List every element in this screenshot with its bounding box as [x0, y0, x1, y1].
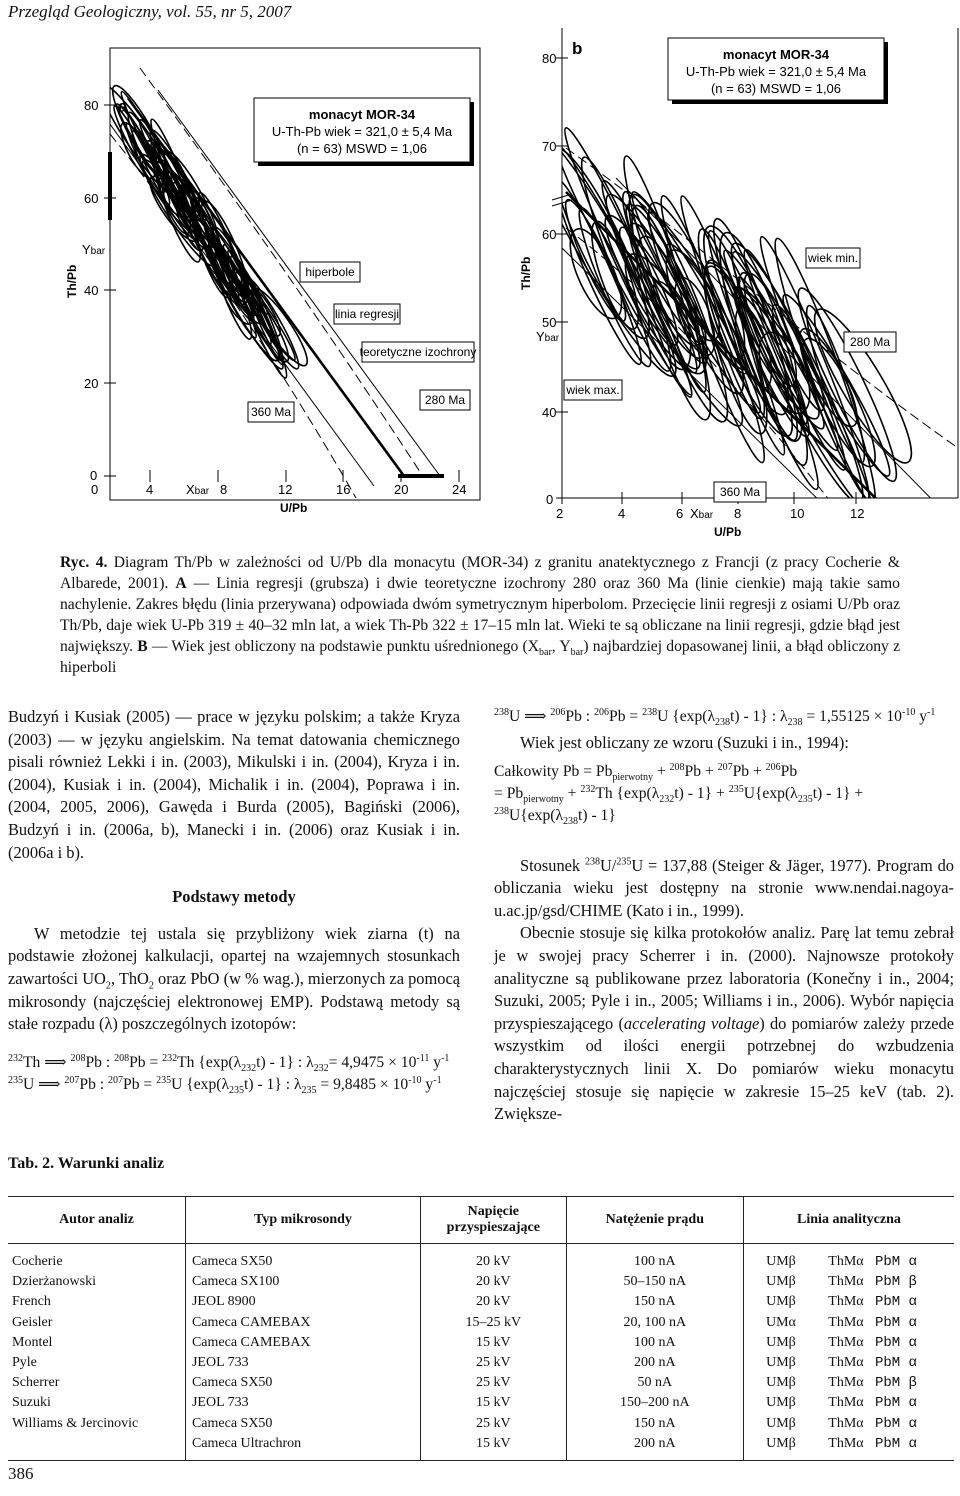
a-xtick-16: 16 — [336, 482, 351, 497]
pb-line-2: PbM α — [874, 1294, 917, 1311]
probe-9: Cameca Ultrachron — [191, 1435, 302, 1451]
b-label-360: 360 Ma — [719, 485, 761, 499]
probe-8: Cameca SX50 — [191, 1415, 273, 1431]
b-label-wiek-max: wiek max. — [566, 383, 620, 397]
voltage-6: 25 kV — [476, 1375, 511, 1391]
section-heading: Podstawy metody — [172, 887, 296, 907]
b-ybar: Ybar — [536, 329, 560, 344]
svg-text:(n = 63) MSWD = 1,06: (n = 63) MSWD = 1,06 — [296, 141, 428, 156]
author-4: Montel — [12, 1334, 53, 1350]
svg-text:(n = 63) MSWD = 1,06: (n = 63) MSWD = 1,06 — [710, 81, 842, 96]
probes-column — [185, 1244, 420, 1461]
b-ytick-60: 60 — [542, 227, 557, 242]
b-xtick-12: 12 — [850, 506, 865, 521]
current-0: 100 nA — [634, 1254, 676, 1269]
b-ylabel: Th/Pb — [519, 256, 533, 290]
voltage-5: 25 kV — [476, 1355, 511, 1371]
u-line-5: UMβ — [766, 1355, 796, 1371]
probe-1: Cameca SX100 — [191, 1274, 280, 1290]
paragraph-method: W metodzie tej ustala się przybliżony wiek ziarna (t) na podstawie złożonej kalkulacji, opartej na wzajemnych stosunkach zawartości $UO_2$, ThO$_2$ oraz PbO (w % wag.), mierzonych za pomocą mikrosondy (najczęściej elektronowej EMP). Podstawą metody są stałe rozpadu (λ) poszczególnych izotopów: — [8, 923, 460, 1034]
b-ytick-80: 80 — [542, 51, 557, 66]
th-line-0: ThMα — [828, 1254, 864, 1269]
author-6: Scherrer — [12, 1375, 60, 1391]
pb-line-5: PbM α — [874, 1355, 917, 1372]
voltage-8: 25 kV — [476, 1415, 511, 1431]
current-5: 200 nA — [634, 1355, 676, 1371]
header-voltage: Napięcie przyspieszające — [420, 1197, 566, 1244]
b-ytick-50: 50 — [542, 315, 557, 330]
a-ylabel: Th/Pb — [65, 264, 79, 298]
equation-u235: $^{235}$U ⟹ $^{207}$Pb : $^{207}$Pb = $^{235}$U $\{\exp(\lambda_{235}t) - 1\}$ : $\lambda_{235} = 9,8485 \times 10^{-10}$ $y^{-1}$ — [8, 1074, 442, 1096]
b-ytick-0: 0 — [546, 492, 554, 507]
author-8: Williams & Jercinovic — [12, 1415, 139, 1431]
current-column — [566, 1244, 743, 1461]
pb-line-8: PbM α — [874, 1415, 917, 1432]
a-ytick-0: 0 — [90, 468, 98, 483]
header-line: Linia analityczna — [743, 1197, 954, 1244]
th-line-5: ThMα — [828, 1355, 864, 1371]
a-label-regression: linia regresji — [334, 307, 400, 321]
table-header-row — [8, 1197, 954, 1244]
probe-3: Cameca CAMEBAX — [191, 1314, 311, 1330]
author-3: Geisler — [12, 1314, 53, 1330]
figure-caption: Ryc. 4. Diagram Th/Pb w zależności od U/Pb dla monacytu (MOR-34) z granitu anatektycznego z Francji (z pracy Cocherie & Albarede, 2001). A — Linia regresji (grubsza) i dwie teoretyczne izochrony 280 oraz 360 Ma (linie cienkie) mają takie samo nachylenie. Zakres błędu (linia przerywana) odpowiada dwóm symetrycznym hiperbolom. Przecięcie linii regresji z osiami U/Pb oraz Th/Pb, daje wiek U-Pb 319 ± 40–32 mln lat, a wiek Th-Pb 322 ± 17–15 mln lat. Wieki te są obliczane na linii regresji, gdzie błąd jest największy. B — Wiek jest obliczony na podstawie punktu uśrednionego ($X_{bar}$, $Y_{bar}$) najbardziej dopasowanej linii, a błąd obliczony z hiperboli — [60, 554, 901, 676]
b-xtick-8: 8 — [734, 506, 742, 521]
current-4: 100 nA — [634, 1334, 676, 1350]
th-line-6: ThMα — [828, 1375, 864, 1391]
lines-column — [743, 1244, 954, 1461]
u-line-0: UMβ — [766, 1254, 796, 1269]
th-line-4: ThMα — [828, 1334, 864, 1350]
current-1: 50–150 nA — [623, 1274, 687, 1290]
a-label-isochrons: teoretyczne izochrony — [359, 345, 477, 359]
figure-panel-b — [486, 28, 960, 546]
a-xtick-8: 8 — [220, 482, 228, 497]
u-line-8: UMβ — [766, 1415, 796, 1431]
pb-line-3: PbM α — [874, 1314, 917, 1331]
pb-line-9: PbM α — [874, 1435, 917, 1452]
probe-5: JEOL 733 — [191, 1355, 249, 1371]
header-author: Autor analiz — [8, 1197, 185, 1244]
svg-text:monacyt MOR-34: monacyt MOR-34 — [722, 47, 830, 62]
th-line-2: ThMα — [828, 1294, 864, 1310]
b-xtick-10: 10 — [790, 506, 805, 521]
voltage-7: 15 kV — [476, 1395, 511, 1411]
probe-6: Cameca SX50 — [191, 1375, 273, 1391]
right-column — [494, 706, 954, 1126]
paragraph-protocols: Obecnie stosuje się kilka protokołów analiz. Parę lat temu zebrał je w swojej pracy Scherrer i in. (2000). Najnowsze protokoły analityczne są publikowane przez laboratoria (Konečny i in., 2004; Suzuki, 2005; Pyle i in., 2005; Williams i in., 2006). Wybór napięcia przyspieszającego (accelerating voltage) do pomiarów zależy przede wszystkim od ilości energii potrzebnej do wzbudzenia charakterystycznych linii X. Do pomiarów wieku monacytu najczęściej stosuje się napięcie w zakresie 15–25 keV (tab. 2). Zwiększe- — [494, 923, 954, 1124]
current-6: 50 nA — [637, 1375, 673, 1391]
probe-2: JEOL 8900 — [191, 1294, 256, 1310]
b-xtick-4: 4 — [618, 506, 626, 521]
a-label-280: 280 Ma — [424, 393, 466, 407]
th-line-1: ThMα — [828, 1274, 864, 1290]
a-ytick-20: 20 — [84, 376, 99, 391]
author-5: Pyle — [12, 1355, 37, 1371]
b-ellipse-cluster — [508, 111, 926, 519]
th-line-9: ThMα — [828, 1435, 864, 1451]
pb-line-1: PbM β — [874, 1274, 917, 1291]
paragraph-ratio: Stosunek $^{238}$U/$^{235}$U = 137,88 (Steiger & Jäger, 1977). Program do obliczania wieku jest dostępny na stronie www.nendai.nagoya-u.ac.jp/gsd/CHIME (Kato i in., 1999). — [494, 855, 954, 920]
author-2: French — [12, 1294, 51, 1310]
th-line-7: ThMα — [828, 1395, 864, 1411]
b-panel-letter: b — [572, 39, 583, 58]
left-column — [8, 706, 460, 1096]
a-xlabel: U/Pb — [280, 501, 308, 515]
b-xlabel: U/Pb — [714, 525, 742, 539]
th-line-8: ThMα — [828, 1415, 864, 1431]
u-line-6: UMβ — [766, 1375, 796, 1391]
a-xtick-20: 20 — [394, 482, 409, 497]
author-0: Cocherie — [12, 1254, 63, 1269]
a-ytick-80: 80 — [84, 98, 99, 113]
b-xbar: Xbar — [690, 506, 714, 521]
a-isochron-360 — [104, 116, 374, 486]
a-xtick-12: 12 — [278, 482, 293, 497]
pb-line-7: PbM α — [874, 1395, 917, 1412]
a-ytick-40: 40 — [84, 283, 99, 298]
journal-header: Przegląd Geologiczny, vol. 55, nr 5, 2007 — [8, 2, 292, 21]
u-lines — [745, 1252, 817, 1454]
voltage-column — [420, 1244, 566, 1461]
b-label-280: 280 Ma — [849, 335, 891, 349]
figure-panel-a — [0, 28, 484, 538]
current-2: 150 nA — [634, 1294, 676, 1310]
a-legend-box — [254, 98, 474, 166]
author-7: Suzuki — [12, 1395, 51, 1411]
page-number: 386 — [8, 1464, 34, 1483]
b-xtick-6: 6 — [676, 506, 684, 521]
u-line-4: UMβ — [766, 1334, 796, 1350]
probe-4: Cameca CAMEBAX — [191, 1334, 311, 1350]
current-7: 150–200 nA — [620, 1395, 690, 1411]
voltage-2: 20 kV — [476, 1294, 511, 1310]
pb-line-0: PbM α — [874, 1254, 917, 1270]
pb-lines — [875, 1252, 953, 1454]
header-probe: Typ mikrosondy — [185, 1197, 420, 1244]
u-line-9: UMβ — [766, 1435, 796, 1451]
a-label-hyperbole: hiperbole — [305, 265, 355, 279]
table-title: Tab. 2. Warunki analiz — [8, 1155, 165, 1172]
b-legend-box — [668, 38, 888, 104]
svg-text:monacyt MOR-34: monacyt MOR-34 — [308, 107, 416, 122]
u-line-7: UMβ — [766, 1395, 796, 1411]
svg-text:U-Th-Pb wiek = 321,0 ± 5,4 Ma: U-Th-Pb wiek = 321,0 ± 5,4 Ma — [271, 124, 453, 139]
a-panel-letter: a — [118, 97, 128, 116]
probe-0: Cameca SX50 — [191, 1254, 273, 1269]
a-xbar: Xbar — [186, 482, 210, 497]
voltage-1: 20 kV — [476, 1274, 511, 1290]
equation-total-pb: Całkowity $Pb = Pb_{pierwotny} + ^{208}Pb + ^{207}Pb + ^{206}Pb$ — [494, 761, 798, 783]
current-9: 200 nA — [634, 1435, 676, 1451]
a-xtick-4: 4 — [146, 482, 154, 497]
caption-figure-number: Ryc. 4. — [60, 554, 108, 571]
u-line-1: UMβ — [766, 1274, 796, 1290]
a-label-360: 360 Ma — [250, 405, 292, 419]
b-label-wiek-min: wiek min. — [807, 251, 859, 265]
b-ytick-40: 40 — [542, 405, 557, 420]
current-8: 150 nA — [634, 1415, 676, 1431]
voltage-9: 15 kV — [476, 1435, 511, 1451]
equation-th232: $^{232}$Th ⟹ $^{208}$Pb : $^{208}$Pb = $^{232}$Th $\{\exp(\lambda_{232}t) - 1\}$ : $\lambda_{232}= 4,9475 \times 10^{-11}$ $y^{-1}$ — [8, 1052, 450, 1074]
equation-total-pb-tail: $^{238}U\{\exp(\lambda_{238}t) - 1\}$ — [494, 805, 616, 827]
probe-7: JEOL 733 — [191, 1395, 249, 1411]
pb-line-6: PbM β — [874, 1375, 917, 1392]
equation-total-pb-expanded: = $Pb_{pierwotny} + ^{232}Th$ $\{\exp(\lambda_{232}t) - 1\} + ^{235}U\{\exp(\lambda_{235}t) - 1\}$ + — [494, 783, 864, 805]
b-xtick-2: 2 — [556, 506, 564, 521]
b-ytick-70: 70 — [542, 139, 557, 154]
pb-line-4: PbM α — [874, 1334, 917, 1351]
u-line-2: UMβ — [766, 1294, 796, 1310]
authors-column — [8, 1244, 185, 1461]
current-3: 20, 100 nA — [623, 1314, 687, 1330]
a-xtick-24: 24 — [452, 482, 467, 497]
u-line-3: UMα — [766, 1314, 796, 1330]
header-current: Natężenie prądu — [566, 1197, 743, 1244]
equation-u238: $^{238}$U ⟹ $^{206}$Pb : $^{206}$Pb = $^{238}$U $\{\exp(\lambda_{238}t) - 1\}$ : $\lambda_{238} = 1,55125 \times 10^{-10}$ $y^{-1}$ — [494, 706, 936, 729]
paragraph-references: Budzyń i Kusiak (2005) — prace w języku polskim; a także Kryza (2003) — w języku angielskim. Na temat datowania chemicznego pisali również Lekki i in. (2003), Mikulski i in. (2004), Kryza i in. (2004), Kusiak i in. (2004), Michalik i in. (2004), Poprawa i in. (2004, 2005, 2006), Gawęda i Burda (2005), Bagiński (2006), Budzyń i in. (2006a, b), Manecki i in. (2006) oraz Kusiak i in. (2006a i b). — [8, 707, 460, 862]
a-ytick-60: 60 — [84, 191, 99, 206]
table-body-row — [8, 1244, 954, 1461]
voltage-0: 20 kV — [476, 1254, 511, 1269]
voltage-3: 15–25 kV — [465, 1314, 522, 1330]
a-ybar: Ybar — [82, 242, 106, 257]
a-xtick-0: 0 — [91, 482, 99, 497]
voltage-4: 15 kV — [476, 1334, 511, 1350]
paragraph-formula-intro: Wiek jest obliczany ze wzoru (Suzuki i in., 1994): — [520, 733, 849, 752]
author-1: Dzierżanowski — [12, 1274, 96, 1290]
th-lines — [817, 1252, 875, 1454]
svg-text:U-Th-Pb wiek = 321,0 ± 5,4 Ma: U-Th-Pb wiek = 321,0 ± 5,4 Ma — [685, 64, 867, 79]
analysis-conditions-table — [8, 1196, 954, 1461]
th-line-3: ThMα — [828, 1314, 864, 1330]
